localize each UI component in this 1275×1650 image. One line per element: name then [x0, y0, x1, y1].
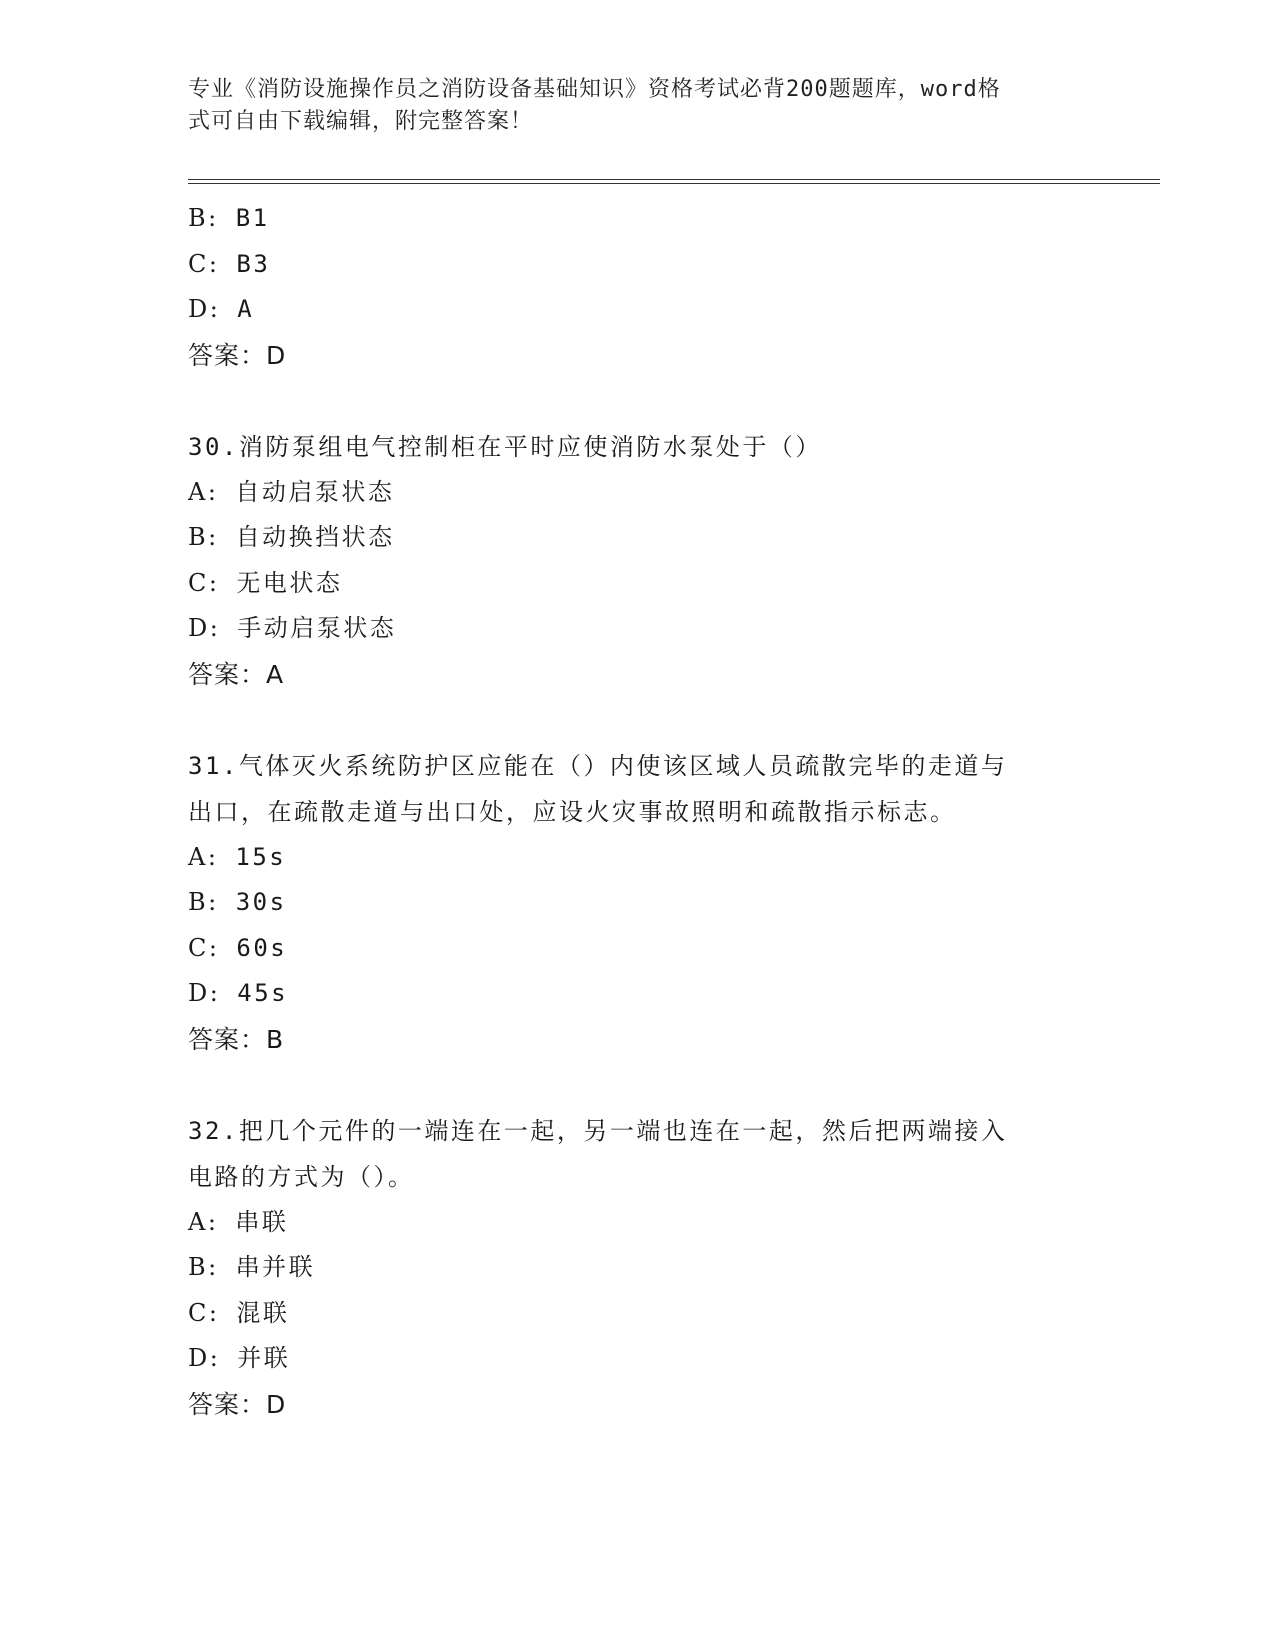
option-text: 30s	[235, 888, 287, 916]
header-line-2: 式可自由下载编辑，附完整答案！	[188, 109, 534, 134]
answer-line: 答案：A	[188, 659, 285, 689]
option-label: A:	[188, 477, 219, 506]
option-a	[188, 1200, 1078, 1246]
option-text: A	[237, 295, 255, 323]
question-stem-line-2: 电路的方式为（）。	[188, 1162, 415, 1191]
option-b	[188, 1245, 1078, 1291]
option-c	[188, 926, 1078, 972]
option-label: D:	[188, 295, 221, 323]
header-divider-top	[188, 179, 1160, 180]
option-label: A:	[188, 1207, 219, 1236]
option-text: 15s	[235, 842, 287, 871]
option-a	[188, 470, 1078, 516]
option-d	[188, 287, 1078, 333]
option-label: C:	[188, 249, 220, 278]
answer-line: 答案：B	[188, 1024, 285, 1054]
option-text: 并联	[237, 1344, 291, 1372]
question-stem: 30.消防泵组电气控制柜在平时应使消防水泵处于（）	[188, 432, 822, 461]
question-stem-line-1: 31.气体灭火系统防护区应能在（）内使该区域人员疏散完毕的走道与	[188, 751, 1008, 780]
option-text: 自动换挡状态	[235, 523, 395, 551]
option-b	[188, 515, 1078, 561]
option-c	[188, 1291, 1078, 1337]
option-c	[188, 561, 1078, 607]
question-30	[188, 424, 1078, 697]
option-text: 手动启泵状态	[237, 614, 397, 642]
header-divider-bottom	[188, 183, 1160, 184]
question-32	[188, 1108, 1078, 1427]
document-header	[188, 74, 1088, 138]
option-text: B1	[235, 204, 270, 232]
option-label: D:	[188, 979, 221, 1007]
spacer	[188, 378, 1078, 424]
option-label: B:	[188, 523, 219, 551]
option-d	[188, 971, 1078, 1017]
option-label: B:	[188, 888, 219, 916]
option-label: D:	[188, 1344, 221, 1372]
option-text: 自动启泵状态	[235, 477, 395, 506]
option-c	[188, 242, 1078, 288]
option-text: 60s	[236, 933, 288, 962]
spacer	[188, 1062, 1078, 1108]
question-31	[188, 743, 1078, 1062]
question-29-continuation	[188, 196, 1078, 378]
question-stem-line-2: 出口，在疏散走道与出口处，应设火灾事故照明和疏散指示标志。	[188, 797, 957, 826]
answer-line: 答案：D	[188, 340, 287, 370]
question-list	[188, 196, 1078, 1427]
option-d	[188, 606, 1078, 652]
question-stem-line-1: 32.把几个元件的一端连在一起，另一端也连在一起，然后把两端接入	[188, 1116, 1008, 1145]
option-d	[188, 1336, 1078, 1382]
option-b	[188, 196, 1078, 242]
option-label: A:	[188, 842, 219, 871]
option-text: 串并联	[235, 1253, 316, 1281]
option-b	[188, 880, 1078, 926]
option-label: C:	[188, 568, 220, 597]
option-label: B:	[188, 204, 219, 232]
option-label: C:	[188, 933, 220, 962]
option-label: B:	[188, 1253, 219, 1281]
option-a	[188, 835, 1078, 881]
option-text: 串联	[235, 1207, 289, 1236]
option-label: C:	[188, 1298, 220, 1327]
spacer	[188, 697, 1078, 743]
option-label: D:	[188, 614, 221, 642]
option-text: 45s	[237, 979, 289, 1007]
option-text: B3	[236, 249, 271, 278]
answer-line: 答案：D	[188, 1389, 287, 1419]
option-text: 无电状态	[236, 568, 343, 597]
header-line-1: 专业《消防设施操作员之消防设备基础知识》资格考试必背200题题库，word格	[188, 77, 1001, 102]
option-text: 混联	[236, 1298, 290, 1327]
